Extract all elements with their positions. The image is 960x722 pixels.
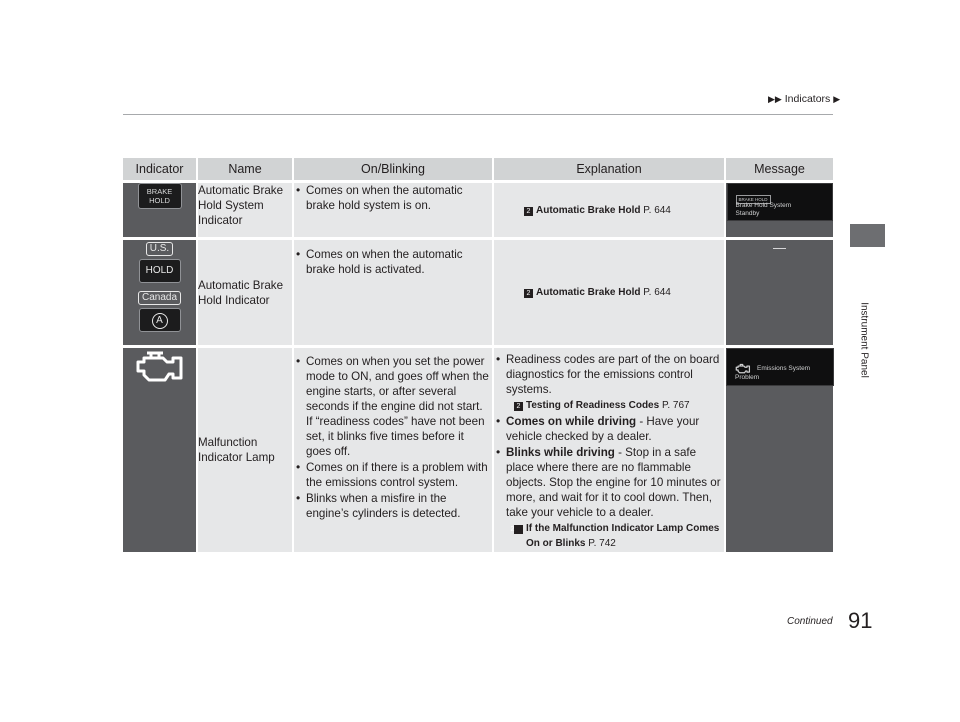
message-cell: [724, 345, 833, 552]
header-rule: [123, 114, 833, 115]
a-circle-icon: A: [139, 308, 181, 332]
indicator-cell: [123, 345, 196, 552]
cross-reference[interactable]: 2 Automatic Brake Hold P. 644: [524, 203, 724, 218]
hold-icon: HOLD: [139, 259, 181, 283]
breadcrumb: [768, 93, 840, 105]
message-display: [727, 183, 833, 221]
list-item: • Blinks when a misfire in the engine’s cylinders is detected.: [294, 491, 492, 521]
breadcrumb-label: Indicators: [784, 93, 831, 105]
table-row: [123, 237, 833, 345]
list-item: • Blinks while driving - Stop in a safe place where there are no flammable objects. Stop the engine for 10 minutes or more, and wait for it to cool down. Then, take your vehicle to a dealer. 2 If the Malfunction Indicator Lamp Comes On or Blinks P. 742: [494, 445, 724, 551]
cross-reference[interactable]: 2 Automatic Brake Hold P. 644: [524, 285, 724, 300]
region-tag-us: U.S.: [123, 240, 196, 256]
col-header-on-blinking: On/Blinking: [292, 158, 492, 180]
section-tab: [850, 224, 885, 247]
reference-arrow-icon: 2: [524, 289, 533, 298]
indicators-table: [123, 158, 833, 552]
on-blinking-cell: [292, 237, 492, 345]
on-blinking-cell: [292, 180, 492, 237]
breadcrumb-arrow-icon: ▶: [833, 94, 841, 104]
name-cell: [196, 180, 292, 237]
brake-hold-mini-icon: BRAKE HOLD: [736, 195, 771, 204]
name-cell: [196, 237, 292, 345]
message-display: [726, 348, 834, 386]
reference-arrow-icon: 2: [524, 207, 533, 216]
page-number: 91: [848, 608, 873, 633]
reference-arrow-icon: 2: [514, 402, 523, 411]
explanation-cell: [492, 237, 724, 345]
table-row: [123, 345, 833, 552]
no-message: —: [773, 240, 786, 255]
explanation-cell: [492, 345, 724, 552]
message-cell: [724, 180, 833, 237]
cross-reference[interactable]: 2 If the Malfunction Indicator Lamp Comes On or Blinks P. 742: [510, 523, 720, 549]
region-tag-canada: Canada: [123, 289, 196, 305]
indicator-name: Automatic Brake Hold System Indicator: [198, 184, 284, 227]
indicator-cell: [123, 237, 196, 345]
col-header-indicator: Indicator: [123, 158, 196, 180]
name-cell: [196, 345, 292, 552]
indicator-name: Automatic Brake Hold Indicator: [198, 278, 284, 307]
message-text: Brake Hold System Standby: [735, 202, 792, 217]
list-item: • Comes on when the automatic brake hold system is on.: [294, 183, 492, 213]
list-item: • Comes on when you set the power mode to ON, and goes off when the engine starts, or after several seconds if the engine did not start. If “readiness codes” have not been set, it blinks five times before it goes off.: [294, 354, 492, 459]
check-engine-icon: [135, 348, 185, 384]
list-item: • Comes on when the automatic brake hold is activated.: [294, 247, 492, 277]
col-header-explanation: Explanation: [492, 158, 724, 180]
check-engine-mini-icon: [735, 363, 751, 374]
list-item: • Comes on while driving - Have your vehicle checked by a dealer.: [494, 414, 724, 444]
list-item: • Readiness codes are part of the on board diagnostics for the emissions control systems. 2 Testing of Readiness Codes P. 767: [494, 352, 724, 413]
reference-arrow-icon: 2: [514, 525, 523, 534]
breadcrumb-arrow-icon: ▶▶: [768, 94, 782, 104]
col-header-name: Name: [196, 158, 292, 180]
indicator-name: Malfunction Indicator Lamp: [198, 436, 275, 464]
on-blinking-cell: [292, 345, 492, 552]
table-row: [123, 180, 833, 237]
message-cell: [724, 237, 833, 345]
cross-reference[interactable]: 2 Testing of Readiness Codes P. 767: [514, 398, 724, 413]
brake-hold-system-icon: [138, 183, 182, 209]
message-text: Emissions System Problem: [735, 365, 811, 381]
indicator-cell: [123, 180, 196, 237]
list-item: • Comes on if there is a problem with the emissions control system.: [294, 460, 492, 490]
continued-label: Continued: [787, 616, 833, 627]
table-header-row: [123, 158, 833, 180]
explanation-cell: [492, 180, 724, 237]
section-label: Instrument Panel: [858, 302, 870, 378]
brake-hold-icon-text: BRAKE HOLD: [146, 187, 173, 205]
col-header-message: Message: [724, 158, 833, 180]
